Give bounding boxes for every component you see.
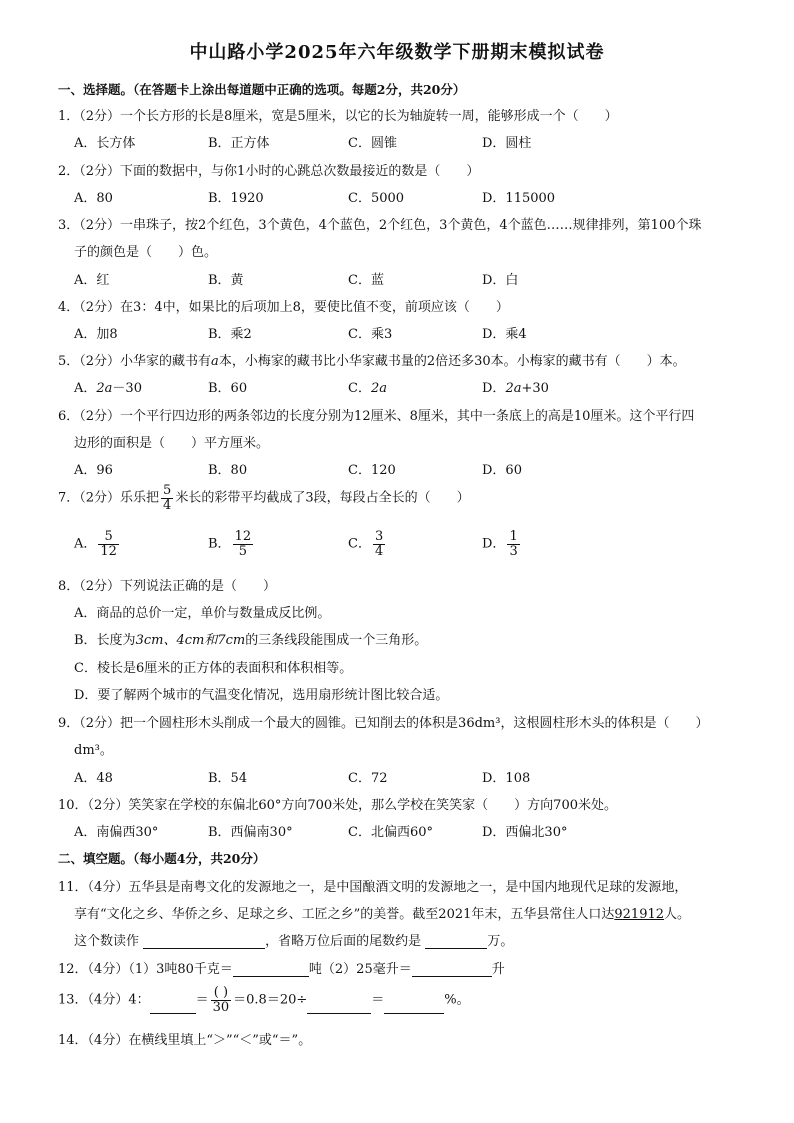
q4-option-a: A．加8 — [74, 327, 118, 342]
q12-blank-tons[interactable] — [233, 962, 309, 977]
section-fill-heading: 二、填空题。（每小题4分，共20分） — [58, 851, 266, 866]
q2-option-a: A．80 — [74, 191, 113, 206]
q2-option-d: D．115000 — [482, 191, 556, 206]
question-10-stem: 10．（2分）笑笑家在学校的东偏北60°方向700米处，那么学校在笑笑家（ ）方向700米处。 — [58, 798, 617, 813]
q7-option-a: A． $\frac{5}{12}$ — [74, 529, 117, 559]
q5-option-c: C．2a — [348, 381, 387, 396]
page-title: 中山路小学2025年六年级数学下册期末模拟试卷 — [189, 42, 605, 63]
q7-fraction: $\frac{5}{4}$ — [163, 483, 172, 513]
q3-option-a: A．红 — [74, 273, 110, 288]
q5-option-d: D．2a+30 — [482, 381, 549, 396]
q6-option-d: D．60 — [482, 463, 522, 478]
q8-option-b: B．长度为3cm、4cm和7cm的三条线段能围成一个三角形。 — [74, 633, 428, 648]
q9-option-d: D．108 — [482, 771, 531, 786]
q10-option-b: B．西偏南30° — [208, 825, 293, 840]
question-5-stem: 5．（2分）小华家的藏书有a本，小梅家的藏书比小华家藏书量的2倍还多30本。小梅家的藏书有（ ）本。 — [58, 354, 686, 369]
q10-option-c: C．北偏西60° — [348, 825, 433, 840]
q3-option-b: B．黄 — [208, 273, 244, 288]
q1-option-c: C．圆锥 — [348, 136, 397, 151]
question-3-stem-line1: 3．（2分）一串珠子，按2个红色，3个黄色，4个蓝色，2个红色，3个黄色，4个蓝色……规律排列，第100个珠 — [58, 218, 702, 233]
q1-option-b: B．正方体 — [208, 136, 270, 151]
q2-option-c: C．5000 — [348, 191, 405, 206]
q6-option-c: C．120 — [348, 463, 396, 478]
q4-option-d: D．乘4 — [482, 327, 527, 342]
question-12: 12．（4分）（1）3吨80千克＝ 吨（2）25毫升＝ 升 — [58, 962, 505, 977]
q9-option-a: A．48 — [74, 771, 113, 786]
q1-option-a: A．长方体 — [74, 136, 136, 151]
q8-option-c: C．棱长是6厘米的正方体的表面积和体积相等。 — [74, 661, 353, 676]
q3-option-d: D．白 — [482, 273, 519, 288]
q7-option-d: D． $\frac{1}{3}$ — [482, 529, 518, 559]
q5-option-a: A．2a－30 — [74, 381, 142, 396]
q12-blank-liters[interactable] — [412, 962, 492, 977]
q10-option-a: A．南偏西30° — [74, 825, 159, 840]
q13-blank-percent[interactable] — [384, 999, 444, 1014]
question-8-stem: 8．（2分）下列说法正确的是（ ） — [58, 579, 277, 594]
question-11-line2: 享有“文化之乡、华侨之乡、足球之乡、工匠之乡”的美誉。截至2021年末，五华县常住人口达921912人。 — [74, 907, 691, 922]
question-9-unit: dm³。 — [74, 743, 113, 758]
question-7-stem: 7．（2分）乐乐把 $\frac{5}{4}$ 米长的彩带平均截成了3段，每段占全长的（ ） — [58, 483, 470, 513]
q9-option-c: C．72 — [348, 771, 388, 786]
q3-option-c: C．蓝 — [348, 273, 384, 288]
q13-fraction: $\frac{( )}{30}$ — [212, 985, 230, 1015]
q4-option-c: C．乘3 — [348, 327, 393, 342]
question-6-stem-line2: 边形的面积是（ ）平方厘米。 — [74, 436, 270, 451]
question-2-stem: 2．（2分）下面的数据中，与你1小时的心跳总次数最接近的数是（ ） — [58, 164, 480, 179]
section-choice-heading: 一、选择题。（在答题卡上涂出每道题中正确的选项。每题2分，共20分） — [58, 82, 466, 97]
question-6-stem-line1: 6．（2分）一个平行四边形的两条邻边的长度分别为12厘米、8厘米，其中一条底上的高是10厘米。这个平行四 — [58, 409, 695, 424]
question-4-stem: 4．（2分）在3：4中，如果比的后项加上8，要使比值不变，前项应该（ ） — [58, 300, 509, 315]
q1-option-d: D．圆柱 — [482, 136, 532, 151]
question-13: 13．（4分）4： ＝ $\frac{( )}{30}$ ＝0.8＝20÷ ＝ %。 — [58, 985, 470, 1015]
q13-blank-ratio[interactable] — [150, 999, 196, 1014]
q10-option-d: D．西偏北30° — [482, 825, 568, 840]
q6-option-a: A．96 — [74, 463, 113, 478]
q9-option-b: B．54 — [208, 771, 248, 786]
q8-option-d: D．要了解两个城市的气温变化情况，选用扇形统计图比较合适。 — [74, 688, 449, 703]
question-1-stem: 1．（2分）一个长方形的长是8厘米，宽是5厘米，以它的长为轴旋转一周，能够形成一个（ ） — [58, 109, 618, 124]
q13-blank-divisor[interactable] — [307, 999, 371, 1014]
q8-option-a: A．商品的总价一定，单价与数量成反比例。 — [74, 606, 331, 621]
q11-blank-approx[interactable] — [425, 934, 487, 949]
q4-option-b: B．乘2 — [208, 327, 252, 342]
question-14-stem: 14．（4分）在横线里填上“＞”“＜”或“＝”。 — [58, 1033, 312, 1048]
q2-option-b: B．1920 — [208, 191, 264, 206]
question-11-line1: 11．（4分）五华县是南粤文化的发源地之一，是中国酿酒文明的发源地之一，是中国内地现代足球的发源地， — [58, 880, 688, 895]
q6-option-b: B．80 — [208, 463, 248, 478]
question-3-stem-line2: 子的颜色是（ ）色。 — [74, 245, 218, 260]
question-11-line3: 这个数读作 ，省略万位后面的尾数约是 万。 — [74, 934, 514, 949]
q7-option-c: C． $\frac{3}{4}$ — [348, 529, 384, 559]
q7-option-b: B． $\frac{12}{5}$ — [208, 529, 252, 559]
q11-blank-reading[interactable] — [143, 934, 265, 949]
question-9-stem: 9．（2分）把一个圆柱形木头削成一个最大的圆锥。已知削去的体积是36dm³，这根圆柱形木头的体积是（ ） — [58, 716, 709, 731]
q5-option-b: B．60 — [208, 381, 248, 396]
